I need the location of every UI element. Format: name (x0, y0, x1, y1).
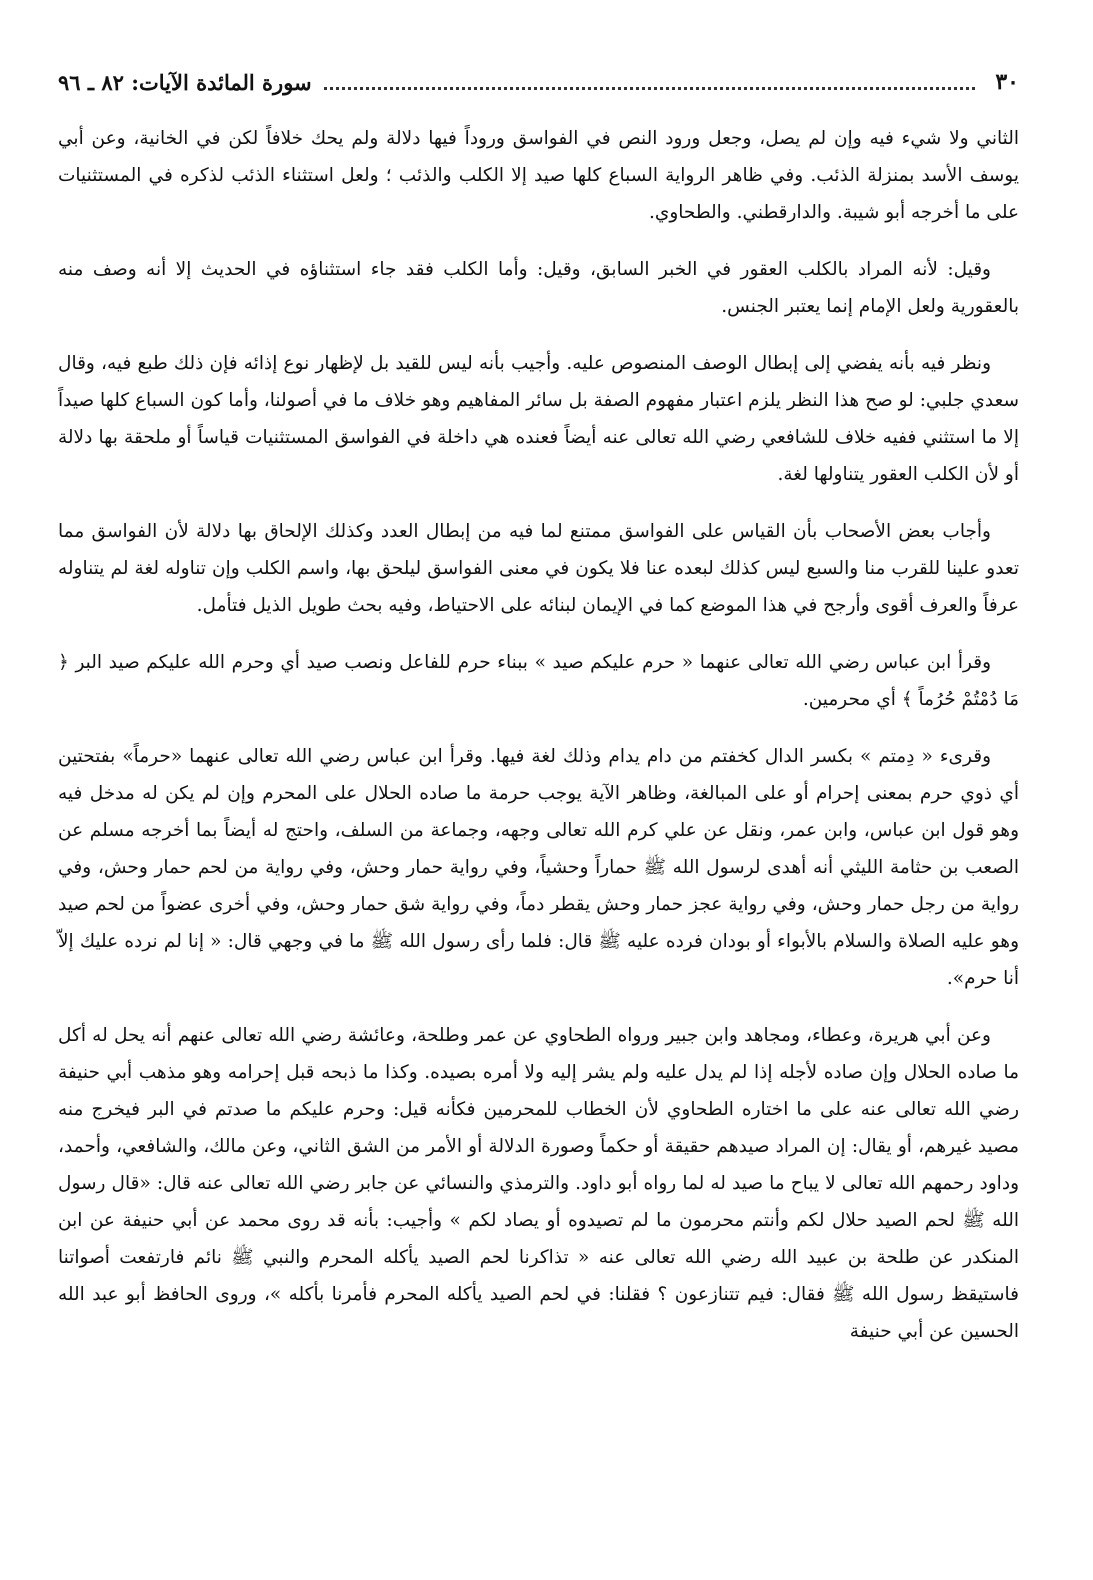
body-paragraph: وقرأ ابن عباس رضي الله تعالى عنهما « حرم عليكم صيد » ببناء حرم للفاعل ونصب صيد أي وحرم الله عليكم صيد البر ﴿ مَا دُمْتُمْ حُرُماً ﴾ أي محرمين. (58, 652, 1019, 710)
running-header (58, 62, 1019, 102)
body-paragraph: وقرىء « دِمتم » بكسر الدال كخفتم من دام يدام وذلك لغة فيها. وقرأ ابن عباس رضي الله تعالى عنهما «حرماً» بفتحتين أي ذوي حرم بمعنى إحرام أو على المبالغة، وظاهر الآية يوجب حرمة ما صاده الحلال على المحرم وإن لم يكن له مدخل فيه وهو قول ابن عباس، وابن عمر، ونقل عن علي كرم الله تعالى وجهه، وجماعة من السلف، واحتج له أيضاً بما أخرجه مسلم عن الصعب بن حثامة الليثي أنه أهدى لرسول الله ﷺ حماراً وحشياً، وفي رواية حمار وحش، وفي رواية من لحم حمار وحش، وفي رواية من رجل حمار وحش، وفي رواية عجز حمار وحش يقطر دماً، وفي رواية شق حمار وحش، وفي أخرى عضواً من لحم صيد وهو عليه الصلاة والسلام بالأبواء أو بودان فرده عليه ﷺ قال: فلما رأى رسول الله ﷺ ما في وجهي قال: « إنا لم نرده عليك إلاّ أنا حرم». (58, 746, 1019, 989)
body-paragraph: وقيل: لأنه المراد بالكلب العقور في الخبر السابق، وقيل: وأما الكلب فقد جاء استثناؤه في الحديث إلا أنه وصف منه بالعقورية ولعل الإمام إنما يعتبر الجنس. (58, 259, 1019, 317)
running-header-title: سورة المائدة الآيات: ٨٢ ـ ٩٦ (58, 69, 312, 95)
body-paragraph: وعن أبي هريرة، وعطاء، ومجاهد وابن جبير ورواه الطحاوي عن عمر وطلحة، وعائشة رضي الله تعالى عنهم أنه يحل له أكل ما صاده الحلال وإن صاده لأجله إذا لم يدل عليه ولم يشر إليه ولا أمره بصيده. وكذا ما ذبحه قبل إحرامه وهو مذهب أبي حنيفة رضي الله تعالى عنه على ما اختاره الطحاوي لأن الخطاب للمحرمين فكأنه قيل: وحرم عليكم ما صدتم في البر فيخرج منه مصيد غيرهم، أو يقال: إن المراد صيدهم حقيقة أو حكماً وصورة الدلالة أو الأمر من الشق الثاني، وعن مالك، والشافعي، وأحمد، وداود رحمهم الله تعالى لا يباح ما صيد له لما رواه أبو داود. والترمذي والنسائي عن جابر رضي الله تعالى عنه قال: «قال رسول الله ﷺ لحم الصيد حلال لكم وأنتم محرمون ما لم تصيدوه أو يصاد لكم » وأجيب: بأنه قد روى محمد عن أبي حنيفة عن ابن المنكدر عن طلحة بن عبيد الله رضي الله تعالى عنه « تذاكرنا لحم الصيد يأكله المحرم والنبي ﷺ نائم فارتفعت أصواتنا فاستيقظ رسول الله ﷺ فقال: فيم تتنازعون ؟ فقلنا: في لحم الصيد يأكله المحرم فأمرنا بأكله »، وروى الحافظ أبو عبد الله الحسين عن أبي حنيفة (58, 1025, 1019, 1342)
page-number: ٣٠ (995, 69, 1019, 95)
header-dotted-leader (324, 87, 976, 90)
body-paragraph: وأجاب بعض الأصحاب بأن القياس على الفواسق ممتنع لما فيه من إبطال العدد وكذلك الإلحاق بها دلالة لأن الفواسق مما تعدو علينا للقرب منا والسبع ليس كذلك لبعده عنا فلا يكون في معنى الفواسق ليلحق بها، واسم الكلب وإن تناوله لغة لم يتناوله عرفاً والعرف أقوى وأرجح في هذا الموضع كما في الإيمان لبنائه على الاحتياط، وفيه بحث طويل الذيل فتأمل. (58, 521, 1019, 616)
body-paragraph: ونظر فيه بأنه يفضي إلى إبطال الوصف المنصوص عليه. وأجيب بأنه ليس للقيد بل لإظهار نوع إذائه فإن ذلك طبع فيه، وقال سعدي جلبي: لو صح هذا النظر يلزم اعتبار مفهوم الصفة بل سائر المفاهيم وهو خلاف ما في أصولنا، وأما كون السباع كلها صيداً إلا ما استثني ففيه خلاف للشافعي رضي الله تعالى عنه أيضاً فعنده هي داخلة في الفواسق المستثنيات قياساً أو ملحقة بها دلالة أو لأن الكلب العقور يتناولها لغة. (58, 353, 1019, 485)
body-paragraph: الثاني ولا شيء فيه وإن لم يصل، وجعل ورود النص في الفواسق وروداً فيها دلالة ولم يحك خلافاً لكن في الخانية، وعن أبي يوسف الأسد بمنزلة الذئب. وفي ظاهر الرواية السباع كلها صيد إلا الكلب والذئب ؛ ولعل استثناء الذئب لذكره في المستثنيات على ما أخرجه أبو شيبة. والدارقطني. والطحاوي. (58, 128, 1019, 223)
